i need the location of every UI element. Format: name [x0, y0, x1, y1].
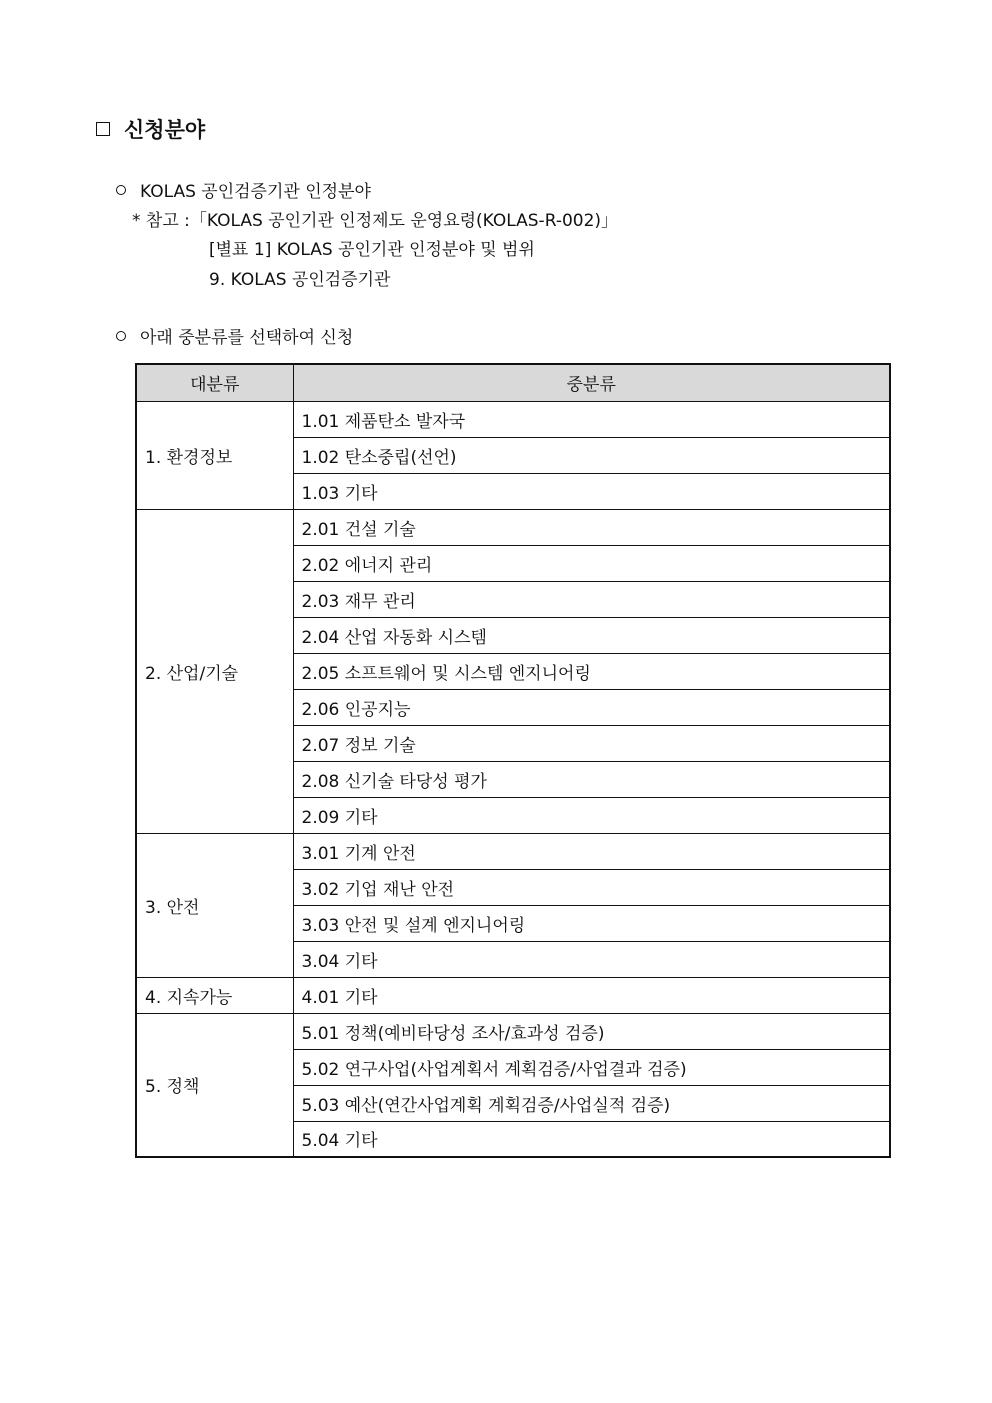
minor-category-cell: 3.01 기계 안전 — [293, 833, 890, 869]
minor-category-cell: 2.04 산업 자동화 시스템 — [293, 617, 890, 653]
minor-category-cell: 2.07 정보 기술 — [293, 725, 890, 761]
minor-category-cell: 3.02 기업 재난 안전 — [293, 869, 890, 905]
minor-category-cell: 1.02 탄소중립(선언) — [293, 437, 890, 473]
minor-category-cell: 2.06 인공지능 — [293, 689, 890, 725]
header-major: 대분류 — [136, 364, 293, 401]
reference-note-line-1: 「KOLAS 공인기관 인정제도 운영요령(KOLAS-R-002)」 — [189, 211, 619, 231]
category-table — [135, 363, 891, 1158]
minor-category-cell: 2.03 재무 관리 — [293, 581, 890, 617]
minor-category-cell: 2.02 에너지 관리 — [293, 545, 890, 581]
minor-category-cell: 2.01 건설 기술 — [293, 509, 890, 545]
minor-category-cell: 1.03 기타 — [293, 473, 890, 509]
minor-category-cell: 2.09 기타 — [293, 797, 890, 833]
circle-bullet-icon — [116, 331, 126, 341]
table-row — [136, 977, 890, 1013]
minor-category-cell: 3.04 기타 — [293, 941, 890, 977]
major-category-cell: 3. 안전 — [136, 833, 293, 977]
intro-item-2 — [116, 327, 353, 349]
intro-item-2-text: 아래 중분류를 선택하여 신청 — [140, 328, 354, 348]
major-category-cell: 2. 산업/기술 — [136, 509, 293, 833]
reference-note-line-2: [별표 1] KOLAS 공인기관 인정분야 및 범위 — [209, 240, 535, 260]
intro-item-1 — [116, 181, 371, 203]
section-title — [96, 114, 205, 144]
minor-category-cell: 5.03 예산(연간사업계획 계획검증/사업실적 검증) — [293, 1085, 890, 1121]
table-row — [136, 401, 890, 437]
major-category-cell: 4. 지속가능 — [136, 977, 293, 1013]
header-minor: 중분류 — [293, 364, 890, 401]
section-title-text: 신청분야 — [124, 118, 206, 142]
table-header-row — [136, 364, 890, 401]
table-row — [136, 509, 890, 545]
minor-category-cell: 2.05 소프트웨어 및 시스템 엔지니어링 — [293, 653, 890, 689]
minor-category-cell: 1.01 제품탄소 발자국 — [293, 401, 890, 437]
minor-category-cell: 2.08 신기술 타당성 평가 — [293, 761, 890, 797]
table-row — [136, 1013, 890, 1049]
minor-category-cell: 5.01 정책(예비타당성 조사/효과성 검증) — [293, 1013, 890, 1049]
intro-item-1-text: KOLAS 공인검증기관 인정분야 — [140, 182, 371, 202]
table-body — [136, 401, 890, 1157]
minor-category-cell: 4.01 기타 — [293, 977, 890, 1013]
square-outline-icon — [96, 122, 110, 136]
circle-bullet-icon — [116, 185, 126, 195]
reference-note-line-3: 9. KOLAS 공인검증기관 — [209, 270, 391, 290]
major-category-cell: 1. 환경정보 — [136, 401, 293, 509]
reference-note-prefix: * 참고 : — [132, 211, 190, 231]
reference-note — [132, 210, 618, 232]
minor-category-cell: 3.03 안전 및 설계 엔지니어링 — [293, 905, 890, 941]
major-category-cell: 5. 정책 — [136, 1013, 293, 1157]
minor-category-cell: 5.02 연구사업(사업계획서 계획검증/사업결과 검증) — [293, 1049, 890, 1085]
minor-category-cell: 5.04 기타 — [293, 1121, 890, 1157]
table-row — [136, 833, 890, 869]
